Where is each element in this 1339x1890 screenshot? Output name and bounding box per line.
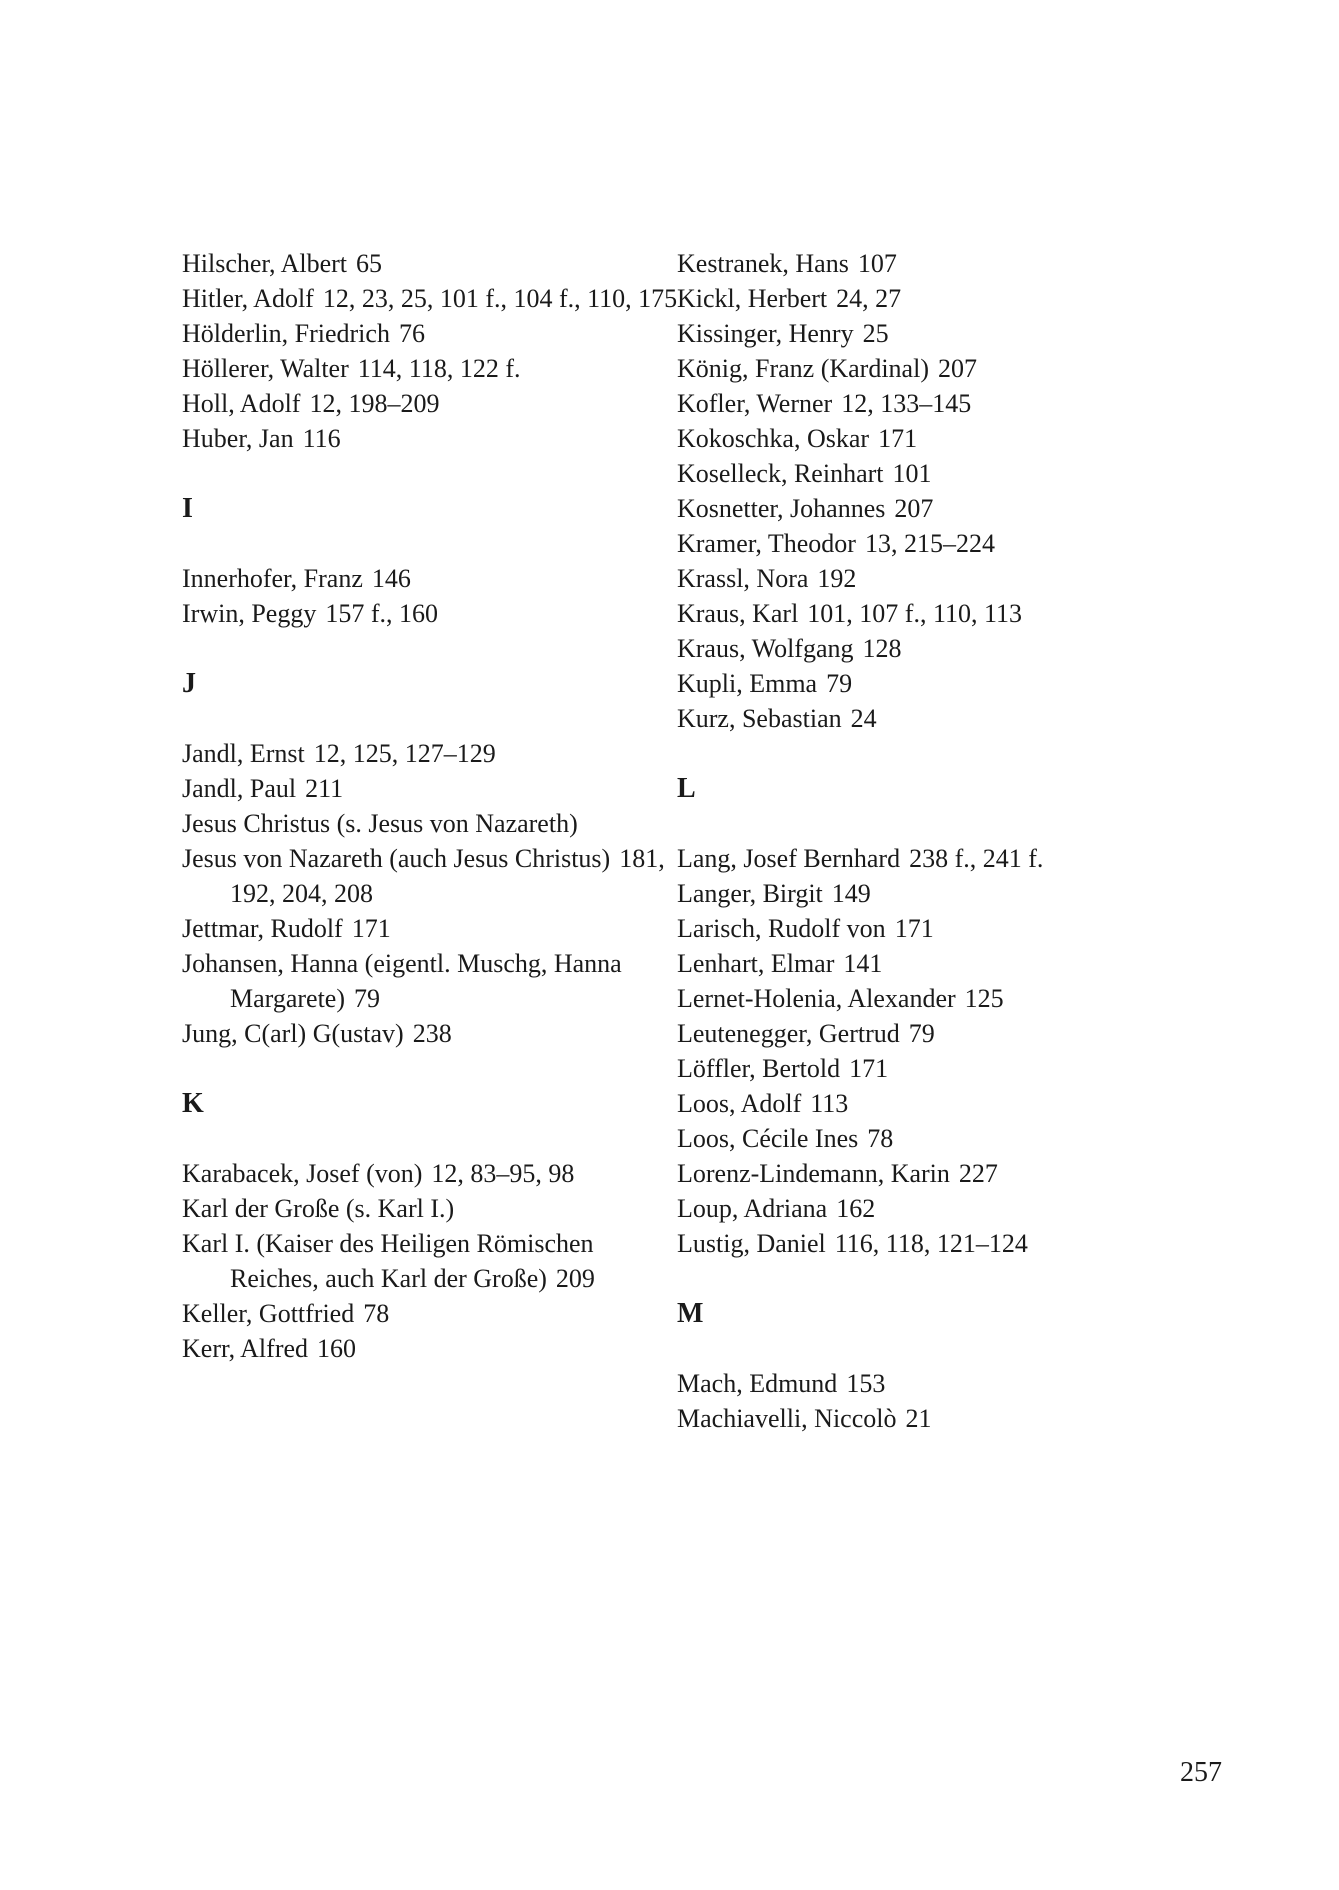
index-entry-name: Kupli, Emma: [677, 669, 818, 698]
index-entry: [677, 351, 1177, 386]
index-entry-name: Kraus, Karl: [677, 599, 799, 628]
index-entry: [677, 526, 1177, 561]
index-entry-pages: 24, 27: [836, 284, 902, 313]
index-entry-pages: 24: [850, 704, 877, 733]
index-entry-name: Jettmar, Rudolf: [182, 914, 343, 943]
index-entry-name: Kofler, Werner: [677, 389, 833, 418]
index-entry-name: Jesus von Nazareth (auch Jesus Christus): [182, 844, 611, 873]
index-entry-pages: 146: [371, 564, 411, 593]
index-entry: [182, 596, 682, 631]
index-entry: [182, 316, 682, 351]
index-entry-name: Kraus, Wolfgang: [677, 634, 854, 663]
index-entry: [677, 911, 1177, 946]
index-entry-name: Huber, Jan: [182, 424, 294, 453]
index-entry-name: Lenhart, Elmar: [677, 949, 835, 978]
index-entry-pages: 153: [846, 1369, 886, 1398]
index-entry-name: Lang, Josef Bernhard: [677, 844, 901, 873]
index-entry-pages: 160: [317, 1334, 357, 1363]
index-entry-name: Kickl, Herbert: [677, 284, 828, 313]
index-entry-pages: 209: [555, 1264, 595, 1293]
index-entry-pages: 171: [878, 424, 918, 453]
index-entry: [182, 1296, 682, 1331]
index-column-left: [182, 246, 682, 1366]
index-entry-pages: 79: [354, 984, 381, 1013]
index-entry: [677, 246, 1177, 281]
index-entry: [677, 631, 1177, 666]
index-entry-name: Lorenz-Lindemann, Karin: [677, 1159, 950, 1188]
index-entry: [677, 281, 1177, 316]
index-letter-heading: M: [677, 1298, 704, 1329]
index-entry-pages: 116: [302, 424, 341, 453]
index-entry-pages: 116, 118, 121–124: [834, 1229, 1028, 1258]
index-entry-name: Mach, Edmund: [677, 1369, 838, 1398]
index-entry-pages: 192: [817, 564, 857, 593]
index-entry: [677, 1191, 1177, 1226]
index-entry-name: Leutenegger, Gertrud: [677, 1019, 900, 1048]
index-entry-name: Karl der Große (s. Karl I.): [182, 1194, 455, 1223]
index-entry-pages: 238: [412, 1019, 452, 1048]
index-entry-pages: 12, 125, 127–129: [313, 739, 496, 768]
index-entry-pages: 12, 83–95, 98: [431, 1159, 575, 1188]
index-entry-name: Jandl, Ernst: [182, 739, 305, 768]
index-entry: [182, 421, 682, 456]
index-entry-name: Keller, Gottfried: [182, 1299, 355, 1328]
index-entry: [677, 561, 1177, 596]
index-entry-name: Loos, Cécile Ines: [677, 1124, 859, 1153]
index-entry: [677, 701, 1177, 736]
index-entry: [182, 281, 682, 316]
index-entry-pages: 171: [894, 914, 934, 943]
index-entry-pages: 207: [894, 494, 934, 523]
index-entry: [677, 1156, 1177, 1191]
index-entry-name: Langer, Birgit: [677, 879, 823, 908]
index-entry: [182, 561, 682, 596]
index-entry-pages: 149: [831, 879, 871, 908]
index-entry-pages: 78: [867, 1124, 894, 1153]
index-entry-name: Löffler, Bertold: [677, 1054, 841, 1083]
index-entry-name: Kosnetter, Johannes: [677, 494, 886, 523]
index-entry-pages: 227: [958, 1159, 998, 1188]
index-entry: [677, 1366, 1177, 1401]
index-letter-heading: J: [182, 668, 196, 699]
index-entry-pages: 25: [862, 319, 889, 348]
index-entry: [182, 246, 682, 281]
index-entry: [677, 316, 1177, 351]
index-entry: [677, 981, 1177, 1016]
index-entry-pages: 162: [836, 1194, 876, 1223]
index-entry-pages: 13, 215–224: [864, 529, 995, 558]
page-number: 257: [1180, 1757, 1222, 1788]
index-entry: [677, 946, 1177, 981]
index-entry-pages: 128: [862, 634, 902, 663]
index-entry-pages: 141: [843, 949, 883, 978]
index-entry-pages: 113: [810, 1089, 849, 1118]
index-entry: [677, 1401, 1177, 1436]
index-entry-pages: 101: [892, 459, 932, 488]
index-entry-name: Jandl, Paul: [182, 774, 297, 803]
index-entry: [677, 1226, 1177, 1261]
index-entry: [677, 841, 1177, 876]
index-entry-pages: 114, 118, 122 f.: [357, 354, 521, 383]
index-entry: [182, 1156, 682, 1191]
index-entry: [182, 806, 682, 841]
index-entry-name: Kokoschka, Oskar: [677, 424, 870, 453]
index-entry: [677, 666, 1177, 701]
index-entry-name: Hitler, Adolf: [182, 284, 314, 313]
index-entry: [677, 1051, 1177, 1086]
index-letter-heading: K: [182, 1088, 204, 1119]
index-entry: [182, 841, 682, 911]
index-entry-pages: 12, 23, 25, 101 f., 104 f., 110, 175: [322, 284, 678, 313]
index-entry-name: Jung, C(arl) G(ustav): [182, 1019, 404, 1048]
index-entry-name: Lustig, Daniel: [677, 1229, 826, 1258]
index-entry-name: Irwin, Peggy: [182, 599, 317, 628]
index-entry-pages: 21: [905, 1404, 932, 1433]
index-entry-name: König, Franz (Kardinal): [677, 354, 929, 383]
index-entry: [182, 771, 682, 806]
index-entry-pages: 211: [305, 774, 344, 803]
index-entry: [677, 596, 1177, 631]
index-entry-pages: 171: [849, 1054, 889, 1083]
index-entry: [677, 1016, 1177, 1051]
index-entry-name: Johansen, Hanna (eigentl. Muschg, Hanna Margarete): [182, 949, 622, 1013]
index-letter-heading: I: [182, 493, 193, 524]
index-entry-pages: 79: [826, 669, 853, 698]
index-entry-name: Kissinger, Henry: [677, 319, 854, 348]
index-entry: [677, 1121, 1177, 1156]
index-entry-name: Machiavelli, Niccolò: [677, 1404, 897, 1433]
index-entry: [182, 386, 682, 421]
index-column-right: [677, 246, 1177, 1436]
index-entry-pages: 181, 192, 204, 208: [230, 844, 665, 908]
index-entry: [182, 1016, 682, 1051]
index-entry-name: Jesus Christus (s. Jesus von Nazareth): [182, 809, 578, 838]
index-entry: [677, 491, 1177, 526]
index-entry-pages: 207: [937, 354, 977, 383]
index-entry-pages: 101, 107 f., 110, 113: [807, 599, 1023, 628]
index-entry-name: Innerhofer, Franz: [182, 564, 363, 593]
index-entry: [182, 1331, 682, 1366]
index-entry: [677, 386, 1177, 421]
index-entry-name: Lernet-Holenia, Alexander: [677, 984, 956, 1013]
index-entry: [677, 876, 1177, 911]
index-entry-name: Höllerer, Walter: [182, 354, 349, 383]
index-entry-name: Karabacek, Josef (von): [182, 1159, 423, 1188]
index-entry-pages: 157 f., 160: [325, 599, 438, 628]
index-entry-pages: 238 f., 241 f.: [909, 844, 1044, 873]
index-entry-pages: 78: [363, 1299, 390, 1328]
index-entry-name: Hilscher, Albert: [182, 249, 348, 278]
index-letter-heading: L: [677, 773, 696, 804]
index-entry: [677, 421, 1177, 456]
index-entry: [182, 1226, 682, 1296]
index-entry-name: Kerr, Alfred: [182, 1334, 309, 1363]
index-entry-name: Hölderlin, Friedrich: [182, 319, 390, 348]
index-entry: [182, 1191, 682, 1226]
index-entry-pages: 79: [908, 1019, 935, 1048]
index-entry-pages: 12, 133–145: [841, 389, 972, 418]
index-entry: [182, 351, 682, 386]
index-entry: [182, 911, 682, 946]
index-entry-name: Krassl, Nora: [677, 564, 809, 593]
index-entry-name: Karl I. (Kaiser des Heiligen Römischen Reiches, auch Karl der Große): [182, 1229, 594, 1293]
index-entry-name: Loos, Adolf: [677, 1089, 802, 1118]
index-entry-pages: 12, 198–209: [309, 389, 440, 418]
index-entry-name: Larisch, Rudolf von: [677, 914, 886, 943]
index-entry: [677, 456, 1177, 491]
index-entry-pages: 171: [351, 914, 391, 943]
index-entry-name: Loup, Adriana: [677, 1194, 828, 1223]
index-entry-pages: 65: [356, 249, 383, 278]
index-entry-name: Holl, Adolf: [182, 389, 301, 418]
index-entry: [677, 1086, 1177, 1121]
index-entry-pages: 107: [857, 249, 897, 278]
index-entry-name: Koselleck, Reinhart: [677, 459, 884, 488]
index-entry-name: Kurz, Sebastian: [677, 704, 842, 733]
index-entry-pages: 125: [964, 984, 1004, 1013]
index-entry: [182, 736, 682, 771]
index-entry-name: Kestranek, Hans: [677, 249, 849, 278]
index-entry: [182, 946, 682, 1016]
index-entry-pages: 76: [398, 319, 425, 348]
index-entry-name: Kramer, Theodor: [677, 529, 856, 558]
